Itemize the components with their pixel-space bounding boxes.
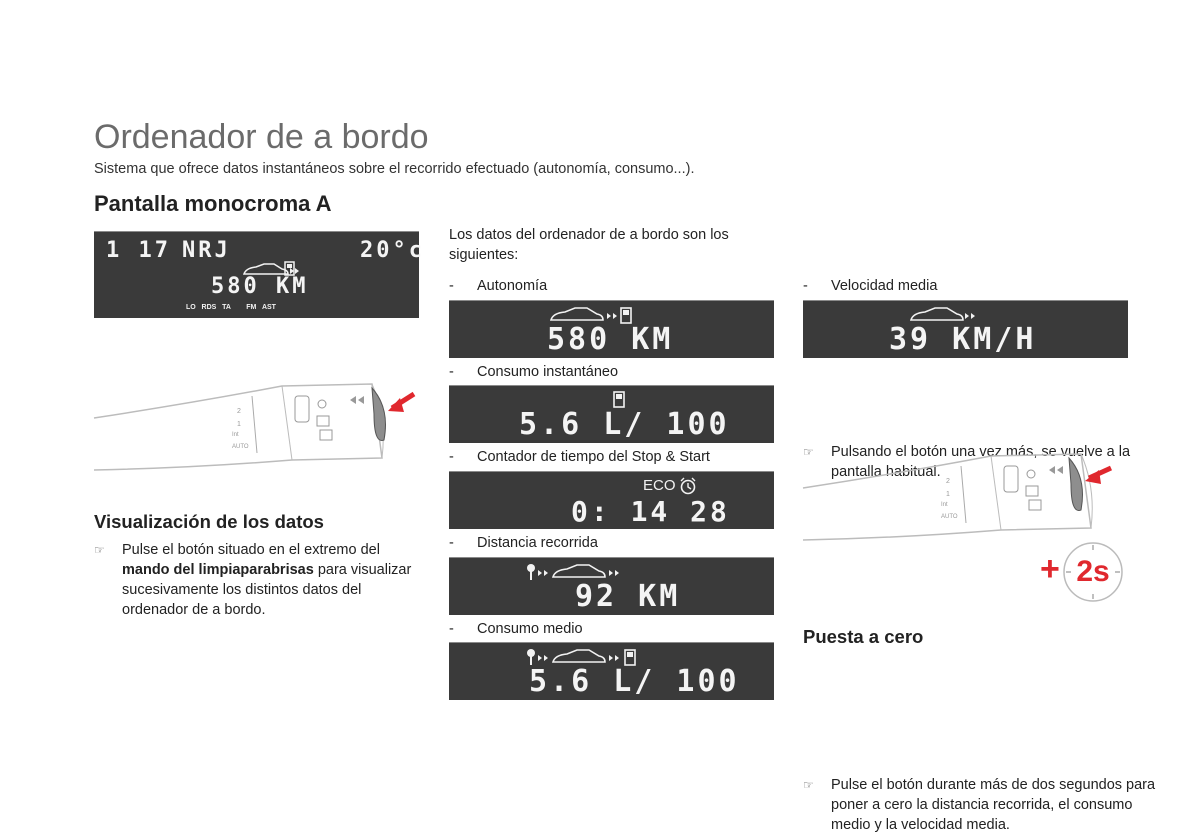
- section-heading-reset: Puesta a cero: [803, 626, 924, 647]
- item-label-distance: - Distancia recorrida: [449, 535, 598, 551]
- value-average-speed: 39 KM/H: [889, 322, 1037, 357]
- hand-pointer-icon: ☞: [803, 778, 814, 792]
- svg-text:2: 2: [237, 408, 241, 415]
- speed-note-text: Pulsando el botón una vez más, se vuelve a la pantalla habitual.: [831, 444, 1131, 480]
- svg-text:AUTO: AUTO: [232, 444, 249, 450]
- fuel-icon: [613, 390, 627, 408]
- display-time: 1 17: [106, 238, 171, 263]
- svg-text:AUTO: AUTO: [941, 514, 958, 520]
- timer-label: 2s: [1076, 555, 1110, 588]
- main-display-screen: [94, 231, 425, 318]
- reset-text: Pulse el botón durante más de dos segundos para poner a cero la distancia recorrida, el consumo medio y la velocidad media.: [831, 777, 1156, 833]
- item-label-stop-start: - Contador de tiempo del Stop & Start: [449, 449, 710, 465]
- hand-pointer-icon: ☞: [94, 543, 105, 557]
- svg-text:Int: Int: [232, 432, 239, 438]
- value-distance: 92 KM: [575, 579, 681, 614]
- svg-text:1: 1: [946, 491, 950, 498]
- wiper-stalk-illustration: [92, 378, 422, 478]
- data-intro: Los datos del ordenador de a bordo son los siguientes:: [449, 227, 729, 263]
- screen-average-speed: [803, 300, 1128, 358]
- page-subtitle: Sistema que ofrece datos instantáneos sobre el recorrido efectuado (autonomía, consumo...).: [94, 161, 695, 177]
- visualization-text-part2: para visualizar sucesivamente los distintos datos del ordenador de a bordo.: [122, 562, 412, 618]
- display-station: NRJ: [182, 238, 231, 263]
- plus-sign: +: [1040, 550, 1060, 588]
- display-temperature: 20°c: [360, 238, 425, 263]
- alarm-icon: [679, 477, 697, 495]
- page-title: Ordenador de a bordo: [94, 118, 429, 156]
- eco-badge: ECO: [643, 477, 676, 494]
- section-heading-visualization: Visualización de los datos: [94, 511, 324, 532]
- screen-average-consumption: [449, 642, 774, 700]
- wiper-stalk-illustration-reset: [801, 448, 1131, 548]
- visualization-instructions: [94, 540, 422, 620]
- hand-pointer-icon: ☞: [803, 445, 814, 459]
- display-modes: LO RDS TA FM AST: [186, 304, 276, 311]
- svg-text:2: 2: [946, 478, 950, 485]
- visualization-text-bold: mando del limpiaparabrisas: [122, 562, 314, 578]
- item-label-average-consumption: - Consumo medio: [449, 621, 583, 637]
- display-range: 580 KM: [211, 274, 309, 299]
- visualization-text-part1: Pulse el botón situado en el extremo del: [122, 542, 380, 558]
- item-label-average-speed: - Velocidad media: [803, 278, 938, 294]
- screen-stop-start: [449, 471, 774, 529]
- item-label-instant-consumption: - Consumo instantáneo: [449, 364, 619, 380]
- item-label-autonomy: - Autonomía: [449, 278, 548, 294]
- value-stop-start-timer: 0: 14 28: [571, 495, 730, 528]
- svg-text:Int: Int: [941, 502, 948, 508]
- screen-instant-consumption: [449, 385, 774, 443]
- value-average-consumption: 5.6 L/ 100: [529, 664, 740, 699]
- svg-text:1: 1: [237, 421, 241, 428]
- value-autonomy: 580 KM: [547, 322, 674, 357]
- value-instant-consumption: 5.6 L/ 100: [519, 407, 730, 442]
- screen-autonomy: [449, 300, 774, 358]
- screen-distance: [449, 557, 774, 615]
- reset-instructions: [803, 775, 1161, 835]
- section-heading-monochrome: Pantalla monocroma A: [94, 191, 332, 216]
